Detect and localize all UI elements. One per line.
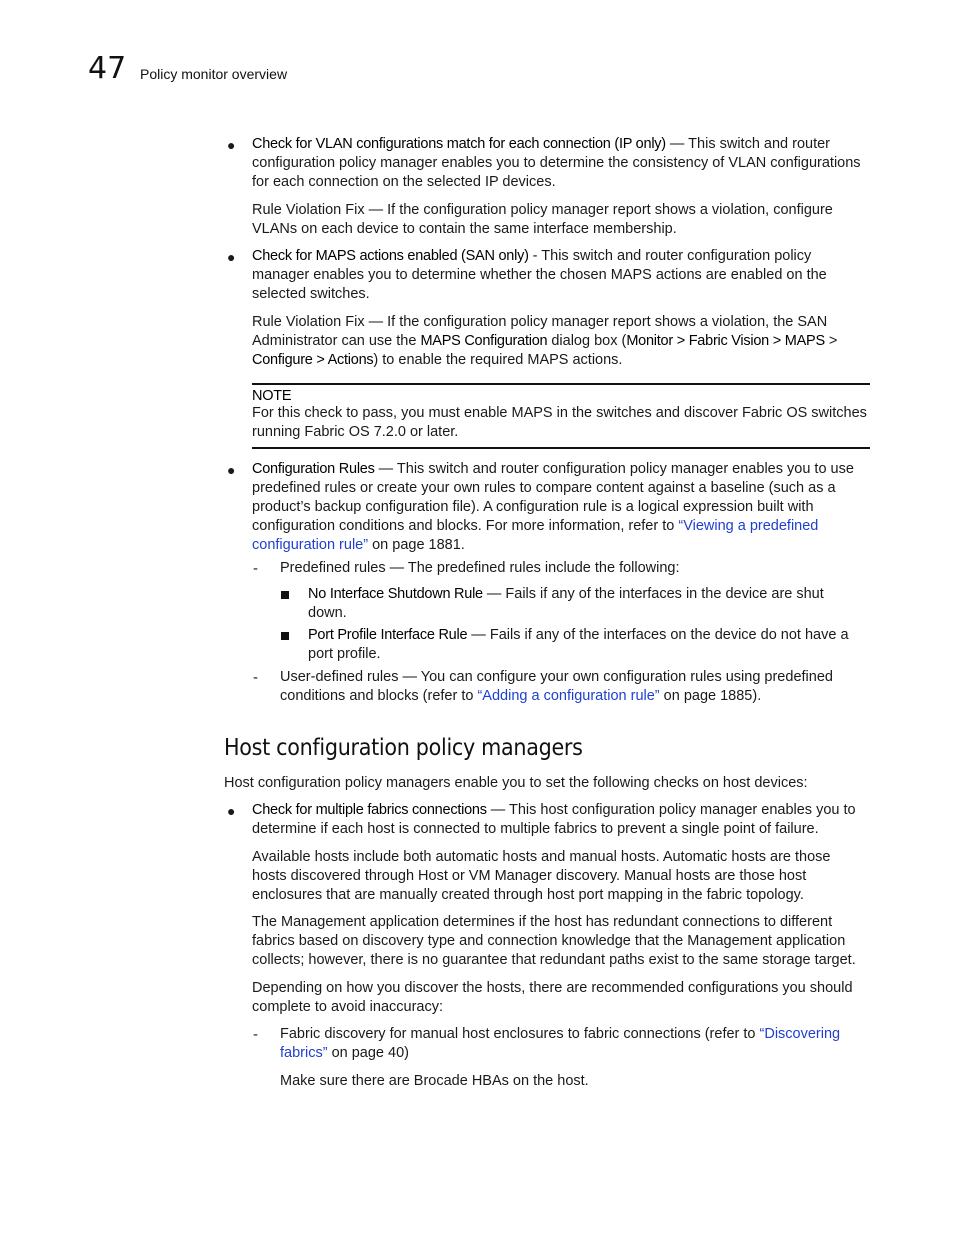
- desc-vlan-check: — This switch and router configuration policy manager enables you to determine the consistency of VLAN configurations for each connection on the selected IP devices.: [252, 136, 861, 190]
- dash-icon: -: [253, 560, 258, 577]
- running-title: Policy monitor overview: [140, 66, 288, 82]
- square-bullet-icon: [281, 591, 289, 599]
- desc-multiple-fabrics: — This host configuration policy manager enables you to determine if each host is connected to multiple fabrics to prevent a single point of failure.: [252, 802, 856, 837]
- page-ref: on page 40): [327, 1045, 409, 1061]
- bullet-icon: ●: [227, 249, 236, 265]
- rule-no-interface-shutdown: [308, 585, 858, 623]
- term-maps-check: Check for MAPS actions enabled (SAN only): [252, 248, 529, 264]
- para-available-hosts: Available hosts include both automatic hosts and manual hosts. Automatic hosts are those hosts discovered through Host or VM Manager discovery. Manual hosts are those host enclosures that are manually created through host port mapping in the fabric topology.: [252, 849, 831, 903]
- ui-ref-menu-path: Monitor > Fabric Vision > MAPS: [626, 333, 825, 349]
- rule-desc: — Fails if any of the interfaces on the device do not have a port profile.: [308, 627, 849, 662]
- ui-ref-maps-configuration: MAPS Configuration: [420, 333, 548, 349]
- fabric-discovery-item: [280, 1025, 860, 1063]
- desc-configuration-rules: — This switch and router configuration policy manager enables you to use predefined rules or create your own rules to compare content against a baseline (such as a product’s backup configuration file). A configuration rule is a logical expression built with configuration conditions and blocks. For more information, refer to: [252, 461, 854, 534]
- term-configuration-rules: Configuration Rules: [252, 461, 375, 477]
- term-vlan-check: Check for VLAN configurations match for each connection (IP only): [252, 136, 666, 152]
- fix-text: Rule Violation Fix — If the configuration policy manager report shows a violation, the SAN Administrator can use the: [252, 314, 828, 349]
- user-defined-text: User-defined rules — You can configure your own configuration rules using predefined conditions and blocks (refer to: [280, 669, 833, 704]
- bullet-icon: ●: [227, 803, 236, 819]
- note-top-rule: [252, 383, 870, 385]
- rule-term: Port Profile Interface Rule: [308, 627, 468, 643]
- square-bullet-icon: [281, 632, 289, 640]
- bullet-multiple-fabrics: [252, 801, 872, 839]
- dash-icon: -: [253, 1026, 258, 1043]
- note-text: For this check to pass, you must enable MAPS in the switches and discover Fabric OS switches running Fabric OS 7.2.0 or later.: [252, 405, 867, 440]
- note-bottom-rule: [252, 447, 870, 449]
- desc-maps-check: - This switch and router configuration policy manager enables you to determine whether the chosen MAPS actions are enabled on the selected switches.: [252, 248, 827, 302]
- fix-text: >: [824, 333, 838, 349]
- predefined-rules: Predefined rules — The predefined rules include the following:: [280, 560, 680, 576]
- page-ref: on page 1881.: [368, 537, 465, 553]
- para-depending: Depending on how you discover the hosts, there are recommended configurations you should complete to avoid inaccuracy:: [252, 980, 853, 1015]
- bullet-maps-check: [252, 247, 852, 304]
- para-management-application: The Management application determines if the host has redundant connections to different fabrics based on discovery type and connection knowledge that the Management application collects; however, there is no guarantee that redundant paths exist to the same storage target.: [252, 914, 856, 968]
- bullet-icon: ●: [227, 137, 236, 153]
- ui-ref-configure-actions: Configure > Actions: [252, 352, 374, 368]
- link-adding-configuration-rule[interactable]: “Adding a configuration rule”: [477, 688, 660, 704]
- dash-icon: -: [253, 669, 258, 686]
- fix-maps-check: [252, 313, 867, 370]
- chapter-number: 47: [88, 51, 127, 86]
- bullet-configuration-rules: [252, 460, 870, 555]
- fabric-discovery-text: Fabric discovery for manual host enclosures to fabric connections (refer to: [280, 1026, 760, 1042]
- user-defined-rules: [280, 668, 860, 706]
- rule-desc: — Fails if any of the interfaces in the device are shut down.: [308, 586, 824, 621]
- fix-vlan-check: Rule Violation Fix — If the configuration policy manager report shows a violation, configure VLANs on each device to contain the same interface membership.: [252, 202, 833, 237]
- note-label: NOTE: [252, 388, 292, 404]
- link-viewing-predefined-rule[interactable]: “Viewing a predefined configuration rule”: [252, 518, 819, 553]
- rule-port-profile-interface: [308, 626, 868, 664]
- bullet-icon: ●: [227, 462, 236, 478]
- fabric-discovery-note: Make sure there are Brocade HBAs on the host.: [280, 1073, 589, 1089]
- host-intro: Host configuration policy managers enable you to set the following checks on host devices:: [224, 775, 808, 791]
- link-discovering-fabrics[interactable]: “Discovering fabrics”: [280, 1026, 841, 1061]
- fix-text: dialog box (: [547, 333, 627, 349]
- bullet-vlan-check: [252, 135, 872, 192]
- section-heading: Host configuration policy managers: [224, 735, 583, 761]
- rule-term: No Interface Shutdown Rule: [308, 586, 483, 602]
- fix-text: ) to enable the required MAPS actions.: [373, 352, 623, 368]
- term-multiple-fabrics: Check for multiple fabrics connections: [252, 802, 487, 818]
- page-ref: on page 1885).: [659, 688, 762, 704]
